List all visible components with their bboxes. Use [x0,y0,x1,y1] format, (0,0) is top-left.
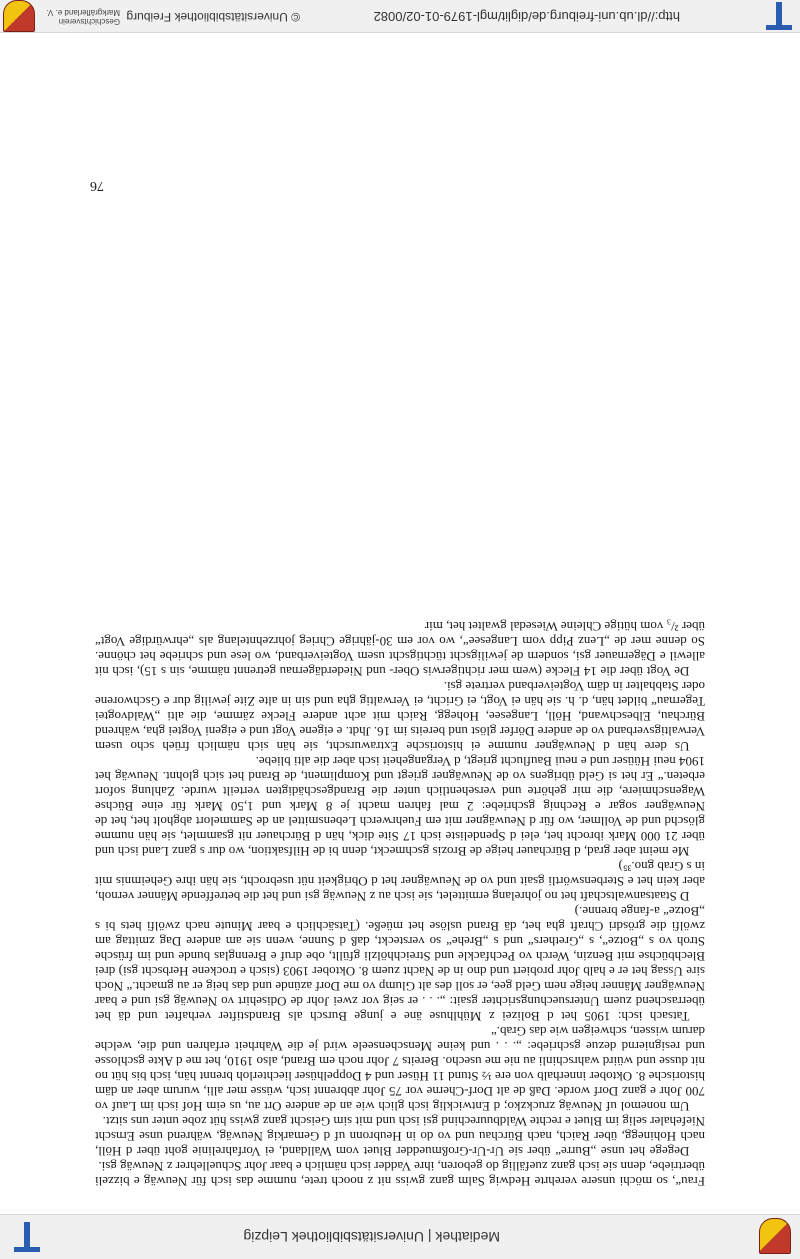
article-text [95,619,705,1189]
paragraph: D Staatsanwaltschaft het no johrelang ermittelet, sie isch au z Neuwäg gsi und het die betreffende Männer vernoh, aber kein het e Sterbenswörtli gsait und vo de Neuwägner het d Obrigkeit nüt usebrocht, sie hän ihre Geheimnis mit in s Grab gno.³⁵) [95,859,705,904]
paragraph: Frau“, so möchi unsere verehrte Hedwig Salm ganz gwiss nit z nooch trete, numme das isch für Neuwäg e bizzeli übertriebe, denn sie isch ganz zuefällig do geboren, ihre Vadder isch nämlich e baar Johr Schuellehrer z Neuwäg gsi. [95,1159,705,1189]
society-name: Geschichtsverein Markgräflerland e. V. [46,8,120,26]
viewer-bottom-bar [0,0,800,33]
viewer-top-bar [0,1214,800,1259]
paragraph: Um nonemol uf Neuwäg zruckzko; d Entwicklig isch glich wie an de andere Ort au, us eim Hof isch im Lauf vo 700 Johr e ganz Dorf worde. Daß de alt Dorf-Cherne vor 75 Johr abbrennt isch, wüsse mer alli, wurum aber an däm historische 8. Oktober innerhalb von ere ½ Stund 11 Hüser und 4 Doppelhüser liechterloh brennt hän, isch bis hüt no nit dusse und wüird wahrschinli au nie me usecho. Bereits 7 Johr noch em Brand, also 1910, het me d Akte gschlosse und resigniernd dezue gschriebe: „. . . und keine Menschenseele wird je die Wahrheit erfahren und die, welche darum wissen, schweigen wie das Grab.“ [95,1024,705,1114]
paragraph: De Vogt über die 14 Flecke (wem mer richtigerwis Ober- und Niederdägernau getrennt nämme, sin s 15), isch nit allewil e Dägernauer gsi, sondern de jewiligscht tüchtigscht usem Vogteiverband, wo lese und schriebe het chönne. So denne mer de „Lenz Pipp vom Langesee“, wo vor em 30-jährige Chrieg johrzehntelang als „ehrwürdige Vogt“ über ²/₃ vom hütige Chleine Wiesedal gwaltet het, mir [95,619,705,679]
viewer-url[interactable]: http://dl.ub.uni-freiburg.de/diglit/mgl-1979-01-02/0082 [373,9,680,24]
copyright-notice: © Universitätsbibliothek Freiburg [126,10,300,24]
library-logo-icon [14,1222,40,1252]
library-credit: Mediathek | Universitätsbibliothek Leipzig [243,1229,500,1245]
paragraph: Me meint aber grad, d Bürchauer heige de Brozis gschmeckt, denn bi de Hilfsaktion, wo dur s ganz Land isch und über 21 000 Mark ibrocht het, elei d Spendeliste isch 17 Site dick, hän d Bürchauer nit gsammlet, sie hän numme glöschd und de Vollmer, wo für d Neuwägner mit em Fuehrwerch Lebensmittel an de Sammelort abgholt het, het de Neuwägner sogar e Rechnig gschriebe: 2 mal fahren macht je 8 Mark und 1,50 Mark für eine Büchse Wagenschmiere, die mir gehörte und versehentlich unter die Brandgeschädigten verteilt wurde. Zahlung sofort erbeten.“ Er het si Geld übrigens vo de Neuwägner griegt und Kompliment, de Brand het sich glohnt. Neuwäg het 1904 neui Hüüser und e neui Bauflucht griegt, d Vergangeheit isch aber die alti bliebe. [95,754,705,859]
coat-of-arms-icon [3,0,35,32]
coat-of-arms-icon [759,1218,791,1254]
university-logo-icon [766,0,792,30]
page-number: 76 [90,178,104,193]
paragraph: Degege het unse „Burre“ über sie Ur-Ur-Großmuedder Bluet vom Walldand, ei Vorfahrelinie goht über d Höll, nach Hohinegg, über Raich, nach Bürchau und vo do in Heubronn uf d Gemarkig Neuwäg, während unse Ernscht Niefehaler selig im Bluet e rechte Waldbuurechind gsi isch und mit sim Geischt ganz gwiss hüt zobe unter uns sitzt. [95,1114,705,1159]
paragraph: Tatsach isch: 1905 het d Bolizei z Mühlhuse äne e junge Bursch als Brandstifter verhaftet und dä het überraschend zuem Untersuechungsrichter gsait: „. . . er seig vor zwei Johr de Odisehirt vo Neuwäg gsi und e baar Neuwägner Männer heige nem Geld gee, er soll des alt Glump vo me Dorf azünde und das heig er au gmacht.“ Noch sire Ussag het er e halb Johr probiert und dno in de Nacht zuem 8. Oktober 1903 (sisch e trockene Herbscht gsi) drei Blechbüchse mit Benzin, Werch vo Pechfackle und Streichhölzli gfüllt, obe druf e Brennglas bunde und im früsche Stroh vo s „Botze“, s „Grethers“ und s „Brehe“ so versteckt, daß d Sunne, wenn sie am andere Dag zmittag am zwölfi die grösdri Chraft gha het, dä Brand uslöse het müeße. (Tatsächlich e baar Minute nach zwölfi hets bi s „Botze“ a-fange brenne.) [95,904,705,1024]
paragraph: Us dere hän d Neuwägner numme ei historische Extrawurscht, sie hän sich nämlich früeh scho usem Verwaltigsverband vo de andere Dörfer glöst und bereits im 16. Jhdt. e eigene Vogt und e eigeni Vogtei gha, während Bürchau, Elbeschwand, Höll, Langesee, Hohegg, Raich mit acht andere Flecke zämme, die alti „Waldvogtei Tegernau“ bildet hän, d. h. sie hän ei Vogt, ei Gricht, ei Verwaltig gha und sin in alte Zite jewilig dur e Gschworene oder Stabhalter in däm Vogteiverband vertrete gsi. [95,679,705,754]
